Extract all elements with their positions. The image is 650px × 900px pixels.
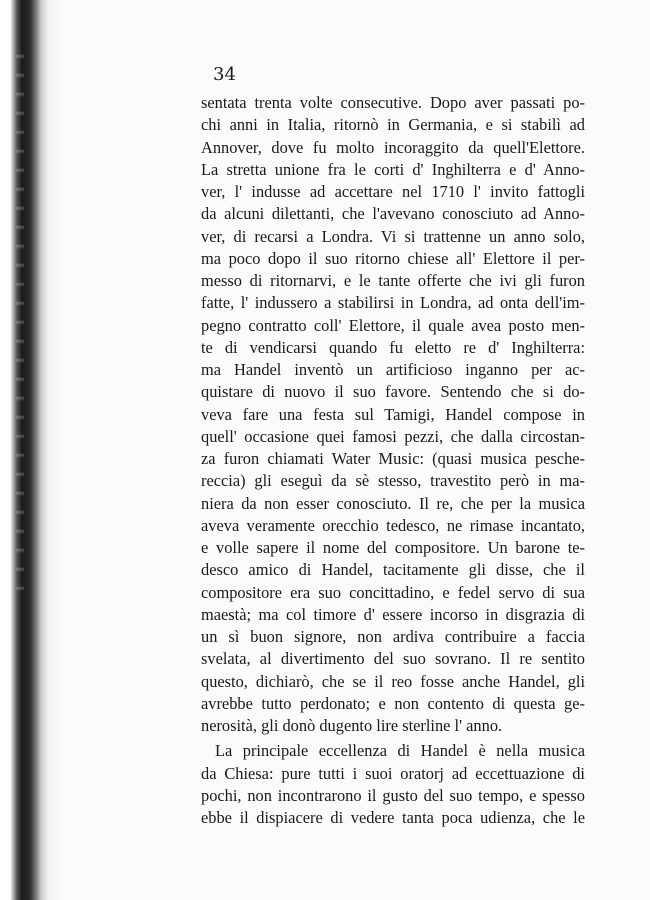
binding-edge [0, 0, 60, 900]
page-number: 34 [213, 64, 236, 85]
text-line: sentata trenta volte consecutive. Dopo aver passati po- [201, 93, 585, 112]
text-line: maestà; ma col timore d' essere incorso in disgrazia di [201, 604, 585, 624]
text-line: desco amico di Handel, tacitamente gli disse, che il [201, 560, 585, 580]
body-text [201, 92, 585, 829]
text-line: pochi, non incontrarono il gusto del suo tempo, e spesso [201, 785, 585, 805]
paragraph-2 [201, 740, 585, 829]
text-line: da Chiesa: pure tutti i suoi oratorj ad eccettuazione di [201, 763, 585, 783]
text-line: compositore era suo concittadino, e fedel servo di sua [201, 582, 585, 602]
text-line: da alcuni dilettanti, che l'avevano conosciuto ad Anno- [201, 204, 585, 224]
text-line: ver, l' indusse ad accettare nel 1710 l' invito fattogli [201, 182, 585, 201]
text-line: pegno contratto coll' Elettore, il quale avea posto men- [201, 315, 585, 335]
text-line: ma Handel inventò un artificioso inganno per ac- [201, 360, 585, 379]
text-line: za furon chiamati Water Music: (quasi musica pesche- [201, 449, 585, 468]
text-line: La stretta unione fra le corti d' Inghilterra e d' Anno- [201, 159, 585, 179]
text-line: messo di ritornarvi, e le tante offerte che ivi gli furon [201, 271, 585, 290]
text-line: questo, dichiarò, che se il reo fosse anche Handel, gli [201, 671, 585, 691]
text-line: niera da non esser conosciuto. Il re, che per la musica [201, 493, 585, 513]
text-line: e volle sapere il nome del compositore. Un barone te- [201, 538, 585, 557]
text-line: chi anni in Italia, ritornò in Germania, e si stabilì ad [201, 115, 585, 135]
text-line: La principale eccellenza di Handel è nella musica [215, 741, 585, 761]
text-line: Annover, dove fu molto incoraggito da quell'Elettore. [201, 137, 585, 157]
text-line: reccia) gli eseguì da sè stesso, travestito però in ma- [201, 471, 585, 491]
text-line: ver, di recarsi a Londra. Vi si trattenne un anno solo, [201, 226, 585, 246]
text-line: quell' occasione quei famosi pezzi, che dalla circostan- [201, 426, 585, 446]
text-line: svelata, al divertimento del suo sovrano. Il re sentito [201, 649, 585, 669]
text-line: ma poco dopo il suo ritorno chiese all' Elettore il per- [201, 248, 585, 268]
text-line: ebbe il dispiacere di vedere tanta poca udienza, che le [201, 808, 585, 827]
text-line: nerosità, gli donò dugento lire sterline l' anno. [201, 716, 503, 735]
text-line: fatte, l' indussero a stabilirsi in Londra, ad onta dell'im- [201, 293, 585, 313]
text-line: aveva veramente orecchio tedesco, ne rimase incantato, [201, 515, 585, 535]
text-line: un sì buon signore, non ardiva contribuire a faccia [201, 627, 585, 646]
text-line: veva fare una festa sul Tamigi, Handel compose in [201, 404, 585, 424]
binding-texture [16, 40, 24, 600]
text-line: quistare di nuovo il suo favore. Sentendo che si do- [201, 382, 585, 402]
text-line: te di vendicarsi quando fu eletto re d' Inghilterra: [201, 337, 585, 357]
text-line: avrebbe tutto perdonato; e non contento di questa ge- [201, 693, 585, 713]
paragraph-1 [201, 92, 585, 737]
